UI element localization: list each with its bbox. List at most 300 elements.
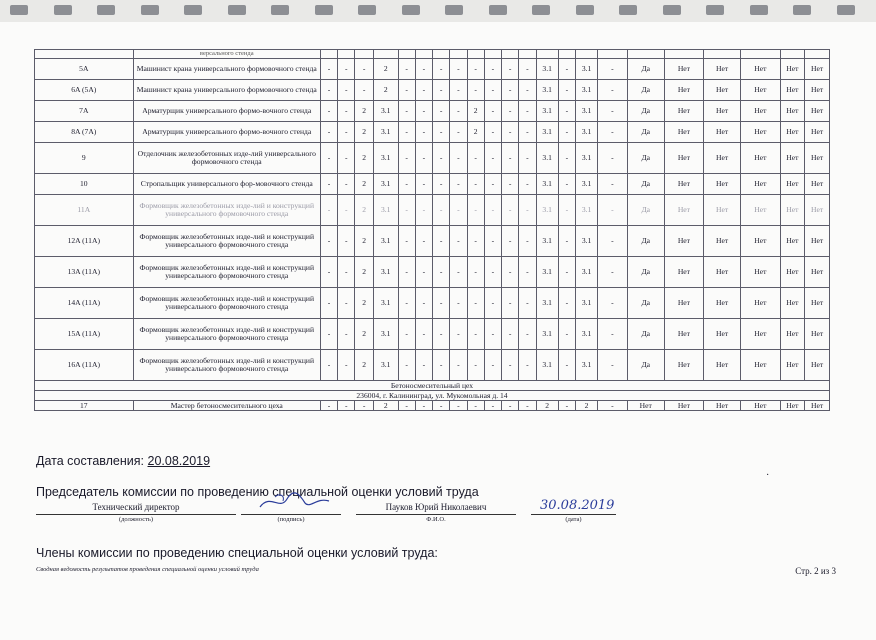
- row-job-title: Машинист крана универсального формовочного стенда: [133, 59, 320, 80]
- row-cell: -: [398, 401, 415, 411]
- row-cell: -: [398, 257, 415, 288]
- table-row: [35, 59, 830, 80]
- row-cell: -: [398, 174, 415, 195]
- row-cell: Нет: [704, 350, 741, 381]
- row-cell: -: [502, 174, 519, 195]
- row-cell: -: [558, 288, 575, 319]
- row-cell: Нет: [664, 401, 703, 411]
- row-cell: -: [558, 174, 575, 195]
- row-cell: -: [484, 101, 501, 122]
- row-cell: 2: [355, 257, 373, 288]
- row-cell: -: [398, 101, 415, 122]
- row-cell: -: [338, 143, 355, 174]
- row-cell: -: [502, 59, 519, 80]
- row-cell: 2: [373, 401, 398, 411]
- row-cell: -: [502, 257, 519, 288]
- row-cell: Нет: [780, 80, 805, 101]
- row-cell: -: [598, 319, 628, 350]
- row-cell: -: [450, 59, 467, 80]
- ink-dot: ·: [766, 470, 770, 481]
- row-cell: -: [415, 80, 432, 101]
- commission-members-title: Члены комиссии по проведению специальной оценки условий труда:: [36, 546, 438, 560]
- row-cell: Нет: [780, 122, 805, 143]
- row-cell: -: [320, 80, 337, 101]
- row-id: 17: [35, 401, 134, 411]
- row-id: 14A (11A): [35, 288, 134, 319]
- date-caption: (дата): [565, 516, 582, 523]
- row-id: 13A (11A): [35, 257, 134, 288]
- row-cell: -: [415, 195, 432, 226]
- row-cell: -: [320, 319, 337, 350]
- row-cell: Нет: [741, 143, 780, 174]
- row-id: 6A (5A): [35, 80, 134, 101]
- row-cell: -: [598, 288, 628, 319]
- row-job-title: Арматурщик универсального формо-вочного стенда: [133, 101, 320, 122]
- row-cell: -: [355, 80, 373, 101]
- row-cell: -: [598, 350, 628, 381]
- row-cell: -: [433, 288, 450, 319]
- row-cell: -: [398, 226, 415, 257]
- row-cell: Нет: [805, 59, 830, 80]
- row-cell: -: [338, 59, 355, 80]
- row-job-title: Формовщик железобетонных изде-лий и конструкций универсального формовочного стенда: [133, 350, 320, 381]
- row-cell: Да: [627, 174, 664, 195]
- row-cell: -: [450, 257, 467, 288]
- row-cell: -: [355, 401, 373, 411]
- row-cell: Нет: [664, 226, 703, 257]
- row-cell: -: [433, 80, 450, 101]
- section-title: Бетоносмесительный цех: [35, 381, 830, 391]
- row-cell: -: [467, 143, 484, 174]
- row-cell: -: [415, 226, 432, 257]
- row-cell: -: [558, 257, 575, 288]
- table-row: [35, 226, 830, 257]
- row-cell: -: [338, 226, 355, 257]
- row-cell: 2: [536, 401, 558, 411]
- row-id: 8A (7A): [35, 122, 134, 143]
- row-cell: -: [558, 319, 575, 350]
- row-cell: -: [450, 80, 467, 101]
- row-cell: -: [519, 288, 536, 319]
- table-row: [35, 195, 830, 226]
- row-cell: -: [415, 174, 432, 195]
- row-cell: -: [519, 101, 536, 122]
- row-cell: -: [558, 195, 575, 226]
- row-cell: Нет: [780, 143, 805, 174]
- row-cell: -: [558, 143, 575, 174]
- row-id: 12A (11A): [35, 226, 134, 257]
- row-cell: 3.1: [373, 143, 398, 174]
- row-cell: -: [467, 226, 484, 257]
- row-cell: -: [415, 143, 432, 174]
- table-row: [35, 288, 830, 319]
- row-cell: 3.1: [373, 319, 398, 350]
- row-cell: -: [433, 319, 450, 350]
- section-address: 236004, г. Калининград, ул. Мукомольная д. 14: [35, 391, 830, 401]
- row-cell: 3.1: [536, 319, 558, 350]
- row-cell: Нет: [780, 59, 805, 80]
- row-job-title: Формовщик железобетонных изде-лий и конструкций универсального формовочного стенда: [133, 257, 320, 288]
- row-cell: Нет: [741, 59, 780, 80]
- row-cell: -: [450, 195, 467, 226]
- row-cell: Нет: [704, 195, 741, 226]
- row-job-title: Арматурщик универсального формо-вочного стенда: [133, 122, 320, 143]
- row-cell: Да: [627, 59, 664, 80]
- row-cell: -: [598, 80, 628, 101]
- row-cell: Нет: [664, 319, 703, 350]
- row-cell: -: [398, 319, 415, 350]
- row-cell: -: [415, 59, 432, 80]
- table-row: [35, 174, 830, 195]
- row-cell: -: [433, 401, 450, 411]
- row-cell: Нет: [741, 195, 780, 226]
- row-cell: -: [484, 59, 501, 80]
- row-cell: -: [415, 401, 432, 411]
- row-cell: -: [598, 122, 628, 143]
- row-id: 15A (11A): [35, 319, 134, 350]
- row-cell: 3.1: [536, 195, 558, 226]
- row-cell: Да: [627, 80, 664, 101]
- row-cell: -: [502, 80, 519, 101]
- row-cell: Нет: [780, 226, 805, 257]
- row-cell: 3.1: [536, 350, 558, 381]
- row-cell: -: [558, 350, 575, 381]
- row-cell: Нет: [704, 59, 741, 80]
- row-cell: -: [502, 401, 519, 411]
- row-cell: 3.1: [373, 101, 398, 122]
- row-cell: -: [502, 288, 519, 319]
- row-cell: Нет: [780, 401, 805, 411]
- row-cell: 2: [355, 226, 373, 257]
- row-cell: -: [320, 288, 337, 319]
- row-cell: 3.1: [536, 174, 558, 195]
- row-fragment-text: версального стенда: [133, 50, 320, 59]
- row-cell: -: [355, 59, 373, 80]
- row-cell: Да: [627, 143, 664, 174]
- row-cell: Нет: [664, 101, 703, 122]
- row-cell: 2: [373, 59, 398, 80]
- table-row: [35, 401, 830, 411]
- row-cell: -: [433, 101, 450, 122]
- row-cell: Нет: [664, 80, 703, 101]
- row-cell: 2: [355, 143, 373, 174]
- row-cell: 2: [467, 122, 484, 143]
- row-job-title: Отделочник железобетонных изде-лий универсального формовочного стенда: [133, 143, 320, 174]
- row-cell: 3.1: [373, 195, 398, 226]
- row-cell: -: [558, 122, 575, 143]
- row-cell: -: [519, 195, 536, 226]
- row-cell: Нет: [741, 122, 780, 143]
- row-cell: 3.1: [575, 122, 597, 143]
- row-cell: -: [415, 350, 432, 381]
- row-cell: -: [415, 257, 432, 288]
- page-number: Стр. 2 из 3: [795, 566, 836, 576]
- row-cell: -: [519, 122, 536, 143]
- row-cell: -: [484, 319, 501, 350]
- signature-row: [36, 501, 616, 531]
- row-cell: -: [484, 80, 501, 101]
- row-job-title: Формовщик железобетонных изде-лий и конструкций универсального формовочного стенда: [133, 195, 320, 226]
- row-cell: -: [519, 350, 536, 381]
- row-cell: 2: [467, 101, 484, 122]
- row-cell: Нет: [805, 401, 830, 411]
- row-cell: Нет: [664, 257, 703, 288]
- row-cell: Нет: [704, 257, 741, 288]
- row-cell: -: [467, 80, 484, 101]
- row-cell: Нет: [704, 143, 741, 174]
- row-job-title: Формовщик железобетонных изде-лий и конструкций универсального формовочного стенда: [133, 319, 320, 350]
- row-cell: -: [467, 59, 484, 80]
- row-cell: -: [398, 195, 415, 226]
- row-cell: 3.1: [575, 59, 597, 80]
- row-cell: 3.1: [373, 226, 398, 257]
- row-cell: -: [398, 350, 415, 381]
- row-cell: -: [433, 257, 450, 288]
- table-row: [35, 122, 830, 143]
- table-row: [35, 80, 830, 101]
- date-label: Дата составления:: [36, 454, 145, 468]
- row-cell: -: [502, 350, 519, 381]
- row-cell: -: [598, 226, 628, 257]
- row-id: 5A: [35, 59, 134, 80]
- row-cell: Нет: [741, 401, 780, 411]
- row-cell: -: [598, 401, 628, 411]
- row-cell: -: [558, 226, 575, 257]
- row-cell: 3.1: [536, 59, 558, 80]
- signature-field: [241, 501, 341, 515]
- row-cell: Нет: [780, 350, 805, 381]
- document-note: Сводная ведомость результатов проведения специальной оценки условий труда: [36, 566, 259, 573]
- row-cell: -: [320, 59, 337, 80]
- row-cell: 3.1: [575, 288, 597, 319]
- row-cell: -: [502, 226, 519, 257]
- row-cell: Нет: [741, 80, 780, 101]
- row-cell: Нет: [780, 257, 805, 288]
- row-cell: -: [450, 226, 467, 257]
- row-cell: -: [320, 101, 337, 122]
- row-cell: 3.1: [373, 257, 398, 288]
- row-cell: -: [320, 257, 337, 288]
- row-cell: -: [519, 319, 536, 350]
- table-row: [35, 143, 830, 174]
- row-cell: Нет: [664, 59, 703, 80]
- row-cell: -: [450, 319, 467, 350]
- row-cell: -: [338, 174, 355, 195]
- row-id: 11A: [35, 195, 134, 226]
- signature-scribble-icon: [255, 491, 335, 513]
- row-id: 10: [35, 174, 134, 195]
- row-cell: 2: [355, 350, 373, 381]
- row-cell: -: [484, 401, 501, 411]
- row-cell: -: [519, 401, 536, 411]
- row-cell: -: [467, 174, 484, 195]
- row-cell: Нет: [805, 143, 830, 174]
- row-cell: Да: [627, 257, 664, 288]
- row-cell: -: [398, 122, 415, 143]
- row-cell: 2: [373, 80, 398, 101]
- row-cell: Да: [627, 350, 664, 381]
- row-cell: Нет: [780, 195, 805, 226]
- row-cell: 3.1: [575, 174, 597, 195]
- row-cell: Нет: [704, 122, 741, 143]
- row-cell: -: [450, 101, 467, 122]
- row-job-title: Стропальщик универсального фор-мовочного стенда: [133, 174, 320, 195]
- row-cell: 3.1: [373, 350, 398, 381]
- row-cell: Нет: [805, 195, 830, 226]
- row-cell: 3.1: [536, 101, 558, 122]
- row-cell: -: [338, 319, 355, 350]
- row-cell: 3.1: [575, 319, 597, 350]
- row-cell: Да: [627, 101, 664, 122]
- row-cell: -: [467, 319, 484, 350]
- row-cell: -: [558, 101, 575, 122]
- table-row: [35, 101, 830, 122]
- row-cell: -: [598, 174, 628, 195]
- binder-spiral: [0, 0, 876, 22]
- row-cell: -: [433, 226, 450, 257]
- row-cell: Нет: [664, 143, 703, 174]
- row-cell: -: [519, 143, 536, 174]
- row-cell: Нет: [780, 319, 805, 350]
- row-cell: Да: [627, 195, 664, 226]
- row-cell: 3.1: [373, 288, 398, 319]
- row-cell: -: [467, 257, 484, 288]
- row-cell: -: [484, 143, 501, 174]
- row-cell: 3.1: [536, 226, 558, 257]
- row-job-title: Формовщик железобетонных изде-лий и конструкций универсального формовочного стенда: [133, 288, 320, 319]
- table-row: [35, 319, 830, 350]
- position-caption: (должность): [118, 516, 154, 523]
- compile-date: [36, 454, 210, 468]
- row-cell: 3.1: [373, 174, 398, 195]
- row-cell: -: [433, 195, 450, 226]
- row-cell: Нет: [704, 401, 741, 411]
- row-cell: Нет: [664, 350, 703, 381]
- row-cell: 2: [355, 174, 373, 195]
- row-cell: 2: [355, 122, 373, 143]
- row-cell: -: [338, 122, 355, 143]
- fio-caption: Ф.И.О.: [426, 516, 446, 523]
- row-cell: -: [320, 143, 337, 174]
- row-cell: Нет: [805, 174, 830, 195]
- row-cell: -: [450, 143, 467, 174]
- row-cell: -: [467, 288, 484, 319]
- row-cell: Нет: [704, 319, 741, 350]
- row-cell: -: [467, 195, 484, 226]
- row-cell: -: [338, 80, 355, 101]
- row-cell: -: [320, 226, 337, 257]
- row-cell: Нет: [741, 319, 780, 350]
- row-cell: 2: [355, 288, 373, 319]
- row-cell: -: [598, 143, 628, 174]
- row-cell: -: [450, 122, 467, 143]
- row-cell: 3.1: [373, 122, 398, 143]
- row-cell: -: [320, 195, 337, 226]
- row-cell: -: [433, 59, 450, 80]
- row-cell: Да: [627, 226, 664, 257]
- row-cell: Нет: [704, 101, 741, 122]
- row-cell: Нет: [780, 174, 805, 195]
- row-cell: -: [519, 174, 536, 195]
- row-id: 16A (11A): [35, 350, 134, 381]
- row-cell: -: [467, 350, 484, 381]
- position-field: Технический директор: [36, 501, 236, 515]
- row-cell: -: [433, 143, 450, 174]
- row-cell: -: [519, 226, 536, 257]
- row-cell: Нет: [805, 350, 830, 381]
- row-cell: -: [338, 195, 355, 226]
- row-cell: Нет: [664, 195, 703, 226]
- row-cell: Нет: [704, 80, 741, 101]
- row-cell: -: [320, 174, 337, 195]
- row-cell: -: [484, 195, 501, 226]
- row-cell: -: [398, 288, 415, 319]
- row-cell: -: [484, 122, 501, 143]
- row-cell: 3.1: [575, 101, 597, 122]
- row-cell: 2: [355, 195, 373, 226]
- row-cell: 2: [355, 319, 373, 350]
- row-cell: -: [502, 101, 519, 122]
- row-cell: Нет: [741, 101, 780, 122]
- row-cell: Нет: [805, 80, 830, 101]
- row-cell: -: [338, 350, 355, 381]
- row-job-title: Формовщик железобетонных изде-лий и конструкций универсального формовочного стенда: [133, 226, 320, 257]
- row-cell: -: [398, 80, 415, 101]
- row-cell: -: [502, 319, 519, 350]
- table-row: [35, 350, 830, 381]
- row-cell: Нет: [704, 174, 741, 195]
- table-row-fragment: [35, 50, 830, 59]
- handwritten-date: 30.08.2019: [540, 498, 615, 513]
- row-cell: -: [598, 257, 628, 288]
- row-cell: Нет: [741, 226, 780, 257]
- row-cell: Да: [627, 319, 664, 350]
- row-cell: Нет: [741, 350, 780, 381]
- section-row: [35, 391, 830, 401]
- row-cell: 2: [355, 101, 373, 122]
- row-id: 7A: [35, 101, 134, 122]
- row-cell: -: [484, 257, 501, 288]
- row-cell: -: [415, 288, 432, 319]
- row-cell: Нет: [627, 401, 664, 411]
- row-cell: Нет: [664, 122, 703, 143]
- assessment-table: [34, 49, 830, 411]
- row-cell: 3.1: [575, 350, 597, 381]
- row-cell: -: [450, 288, 467, 319]
- row-cell: -: [450, 350, 467, 381]
- row-cell: 3.1: [536, 122, 558, 143]
- row-cell: -: [338, 101, 355, 122]
- table-body: [35, 50, 830, 411]
- row-cell: 3.1: [536, 80, 558, 101]
- row-cell: Нет: [805, 101, 830, 122]
- fio-field: Пауков Юрий Николаевич: [356, 501, 516, 515]
- row-cell: 3.1: [536, 257, 558, 288]
- row-cell: Нет: [805, 226, 830, 257]
- row-cell: Нет: [805, 288, 830, 319]
- row-cell: 3.1: [575, 143, 597, 174]
- row-cell: -: [415, 319, 432, 350]
- row-job-title: Мастер бетоносмесительного цеха: [133, 401, 320, 411]
- row-cell: 3.1: [575, 257, 597, 288]
- row-cell: -: [558, 80, 575, 101]
- row-cell: 3.1: [575, 80, 597, 101]
- row-cell: -: [433, 174, 450, 195]
- row-cell: -: [433, 350, 450, 381]
- row-id: 9: [35, 143, 134, 174]
- row-job-title: Машинист крана универсального формовочного стенда: [133, 80, 320, 101]
- row-cell: Нет: [805, 257, 830, 288]
